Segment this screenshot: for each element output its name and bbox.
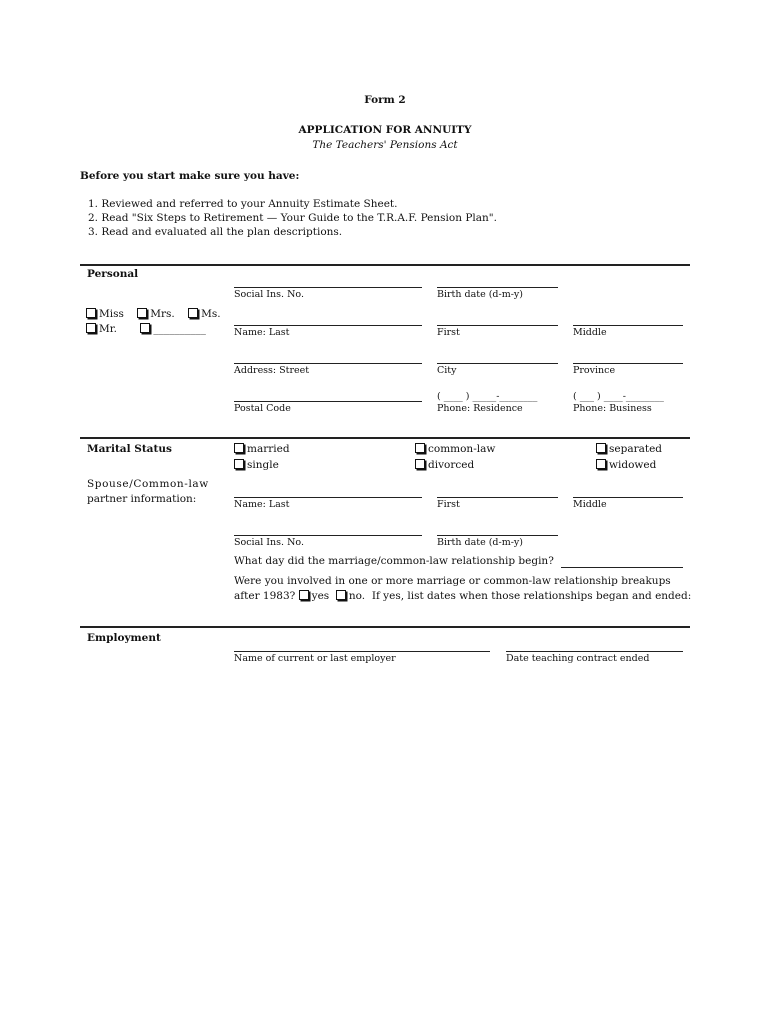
last-name-label: Name: Last <box>234 327 290 338</box>
checkbox-icon <box>234 459 244 469</box>
sin-label: Social Ins. No. <box>234 289 304 300</box>
spouse-middle-name-field[interactable] <box>573 497 683 498</box>
form-title: APPLICATION FOR ANNUITY <box>298 124 472 136</box>
relationship-begin-field[interactable] <box>561 567 683 568</box>
birth-date-label: Birth date (d-m-y) <box>437 289 524 300</box>
checkbox-icon <box>336 590 346 600</box>
checkbox-icon <box>234 443 244 453</box>
phone-residence-label: Phone: Residence <box>437 403 523 414</box>
last-name-field[interactable] <box>234 325 422 326</box>
checkbox-icon <box>596 459 606 469</box>
first-name-field[interactable] <box>437 325 558 326</box>
phone-residence-field[interactable]: ( ____ ) _____-________ <box>437 391 538 402</box>
checklist-intro: Before you start make sure you have: <box>80 170 300 182</box>
checkbox-icon <box>596 443 606 453</box>
spouse-label-2: partner information: <box>87 493 197 505</box>
middle-name-label: Middle <box>573 327 607 338</box>
form-number: Form 2 <box>364 94 406 106</box>
middle-name-field[interactable] <box>573 325 683 326</box>
relationship-begin-question: What day did the marriage/common-law relationship begin? <box>234 555 554 567</box>
common-law-checkbox[interactable]: common-law <box>415 443 495 455</box>
province-field[interactable] <box>573 363 683 364</box>
checkbox-icon <box>137 308 147 318</box>
employer-label: Name of current or last employer <box>234 653 396 664</box>
checklist <box>88 198 497 240</box>
checklist-item: 2. Read "Six Steps to Retirement — Your Guide to the T.R.A.F. Pension Plan". <box>88 212 497 224</box>
spouse-birth-date-label: Birth date (d-m-y) <box>437 537 524 548</box>
personal-heading: Personal <box>87 268 139 280</box>
form-subtitle: The Teachers' Pensions Act <box>312 139 458 151</box>
married-checkbox[interactable]: married <box>234 443 290 455</box>
employment-heading: Employment <box>87 632 161 644</box>
separated-checkbox[interactable]: separated <box>596 443 662 455</box>
checklist-item: 3. Read and evaluated all the plan descriptions. <box>88 226 343 238</box>
checkbox-icon <box>415 443 425 453</box>
first-name-label: First <box>437 327 460 338</box>
title-options <box>86 308 221 320</box>
spouse-birth-date-field[interactable] <box>437 535 558 536</box>
postal-code-label: Postal Code <box>234 403 291 414</box>
single-checkbox[interactable]: single <box>234 459 279 471</box>
title-other-checkbox[interactable]: __________ <box>140 323 206 335</box>
spouse-sin-label: Social Ins. No. <box>234 537 304 548</box>
sin-field[interactable] <box>234 287 422 288</box>
checkbox-icon <box>415 459 425 469</box>
spouse-last-name-label: Name: Last <box>234 499 290 510</box>
employer-field[interactable] <box>234 651 490 652</box>
section-divider <box>80 264 690 266</box>
checkbox-icon <box>86 323 96 333</box>
section-divider <box>80 437 690 439</box>
phone-business-field[interactable]: ( ___ ) ____-________ <box>573 391 664 402</box>
phone-business-label: Phone: Business <box>573 403 652 414</box>
contract-ended-label: Date teaching contract ended <box>506 653 650 664</box>
breakup-yes-checkbox[interactable]: yes <box>299 590 330 602</box>
breakup-question: Were you involved in one or more marriage or common-law relationship breakups <box>234 575 671 587</box>
title-mr-checkbox[interactable]: Mr. <box>86 323 117 335</box>
spouse-first-name-field[interactable] <box>437 497 558 498</box>
title-miss-checkbox[interactable]: Miss <box>86 308 124 320</box>
checkbox-icon <box>299 590 309 600</box>
birth-date-field[interactable] <box>437 287 558 288</box>
spouse-sin-field[interactable] <box>234 535 422 536</box>
breakup-no-checkbox[interactable]: no. <box>336 590 365 602</box>
city-label: City <box>437 365 457 376</box>
marital-heading: Marital Status <box>87 443 172 455</box>
widowed-checkbox[interactable]: widowed <box>596 459 656 471</box>
checkbox-icon <box>140 323 150 333</box>
title-ms-checkbox[interactable]: Ms. <box>188 308 220 320</box>
title-options-row2 <box>86 323 206 335</box>
checklist-item: 1. Reviewed and referred to your Annuity Estimate Sheet. <box>88 198 398 210</box>
title-mrs-checkbox[interactable]: Mrs. <box>137 308 175 320</box>
divorced-checkbox[interactable]: divorced <box>415 459 474 471</box>
province-label: Province <box>573 365 616 376</box>
section-divider <box>80 626 690 628</box>
breakup-question-line2: after 1983? yes no. If yes, list dates when those relationships began and ended: <box>234 590 692 602</box>
checkbox-icon <box>188 308 198 318</box>
contract-ended-field[interactable] <box>506 651 683 652</box>
spouse-last-name-field[interactable] <box>234 497 422 498</box>
spouse-first-name-label: First <box>437 499 460 510</box>
street-label: Address: Street <box>234 365 310 376</box>
spouse-middle-name-label: Middle <box>573 499 607 510</box>
checkbox-icon <box>86 308 96 318</box>
city-field[interactable] <box>437 363 558 364</box>
street-field[interactable] <box>234 363 422 364</box>
spouse-label: Spouse/Common-law <box>87 478 209 490</box>
postal-code-field[interactable] <box>234 401 422 402</box>
